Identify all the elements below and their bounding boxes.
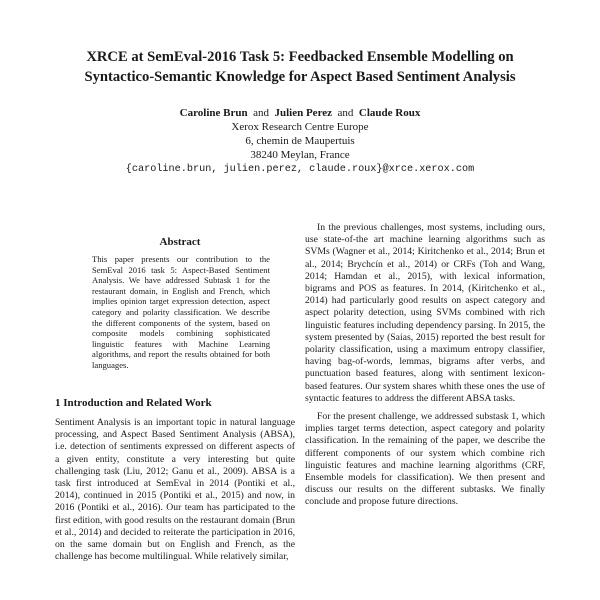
affiliation-line-2: 6, chemin de Maupertuis — [245, 135, 355, 147]
author-emails: {caroline.brun, julien.perez, claude.roux}@xrce.xerox.com — [125, 164, 475, 175]
author-2: Julien Perez — [274, 107, 333, 119]
abstract-text: This paper presents our contribution to the SemEval 2016 task 5: Aspect-Based Sentiment Analysis. We have addressed Subtask 1 for the restaurant domain, in English and French, which implies opinion target expression detection, aspect category and polarity classification. We describe the different components of the system, based on composite models combining sophisticated linguistic features with Machine Learning algorithms, and report the results obtained for both languages. — [92, 254, 270, 370]
title-line-2: Syntactico-Semantic Knowledge for Aspect Based Sentiment Analysis — [84, 69, 516, 85]
right-paragraph-1: In the previous challenges, most systems, including ours, use state-of-the art machine learning algorithms such as SVMs (Wagner et al., 2014; Kiritchenko et al., 2014; Brun et al., 2014; Brychcín et al., 2014) or CRFs (Toh and Wang, 2014; Hamdan et al., 2015), with lexical information, bigrams and POS as features. In 2014, (Kiritchenko et al., 2014) had particularly good results on aspect category and aspect polarity detection, using SVMs combined with rich linguistic features including dependency parsing. In 2015, the system presented by (Saias, 2015) reported the best result for polarity classification, using a maximum entropy classifier, having bag-of-words, lemmas, bigrams after verbs, and punctuation based features, along with sentiment lexicon-based features. Our system shares whith these ones the use of syntactic features to address the different ABSA tasks. — [305, 222, 545, 404]
author-1: Caroline Brun — [179, 107, 248, 119]
affiliation-line-3: 38240 Meylan, France — [250, 149, 350, 161]
author-separator-1: and — [253, 107, 269, 119]
left-column-body — [55, 417, 295, 563]
right-column-body — [305, 222, 545, 509]
abstract-heading: Abstract — [159, 236, 201, 248]
section-1-heading: 1 Introduction and Related Work — [55, 397, 212, 409]
title-line-1: XRCE at SemEval-2016 Task 5: Feedbacked Ensemble Modelling on — [86, 49, 514, 65]
author-list — [0, 106, 600, 120]
intro-paragraph-1: Sentiment Analysis is an important topic in natural language processing, and Aspect Based Sentiment Analysis (ABSA), i.e. detection of sentiments expressed on different aspects of a given entity, constitute a very interesting but quite challenging task (Liu, 2012; Ganu et al., 2009). ABSA is a task first introduced at SemEval in 2014 (Pontiki et al., 2014), continued in 2015 (Pontiki et al., 2015) and now, in 2016 (Pontiki et al., 2016). Our team has participated to the first edition, with good results on the restaurant domain (Brun et al., 2014) and decided to reiterate the participation in 2016, on the same domain but on English and French, as the challenge has become multilingual. While relatively similar, — [55, 417, 295, 563]
paper-title — [0, 47, 600, 87]
right-paragraph-2: For the present challenge, we addressed substask 1, which implies target terms detection, aspect category and polarity classification. In the remaining of the paper, we describe the different components of our system which combine rich linguistic features and machine learning algorithms (CRF, Ensemble models for classification). We then present and discuss our results on the different subtasks. We finally conclude and propose future directions. — [305, 411, 545, 508]
affiliation-line-1: Xerox Research Centre Europe — [231, 121, 369, 133]
author-3: Claude Roux — [358, 107, 421, 119]
author-separator-2: and — [337, 107, 354, 119]
